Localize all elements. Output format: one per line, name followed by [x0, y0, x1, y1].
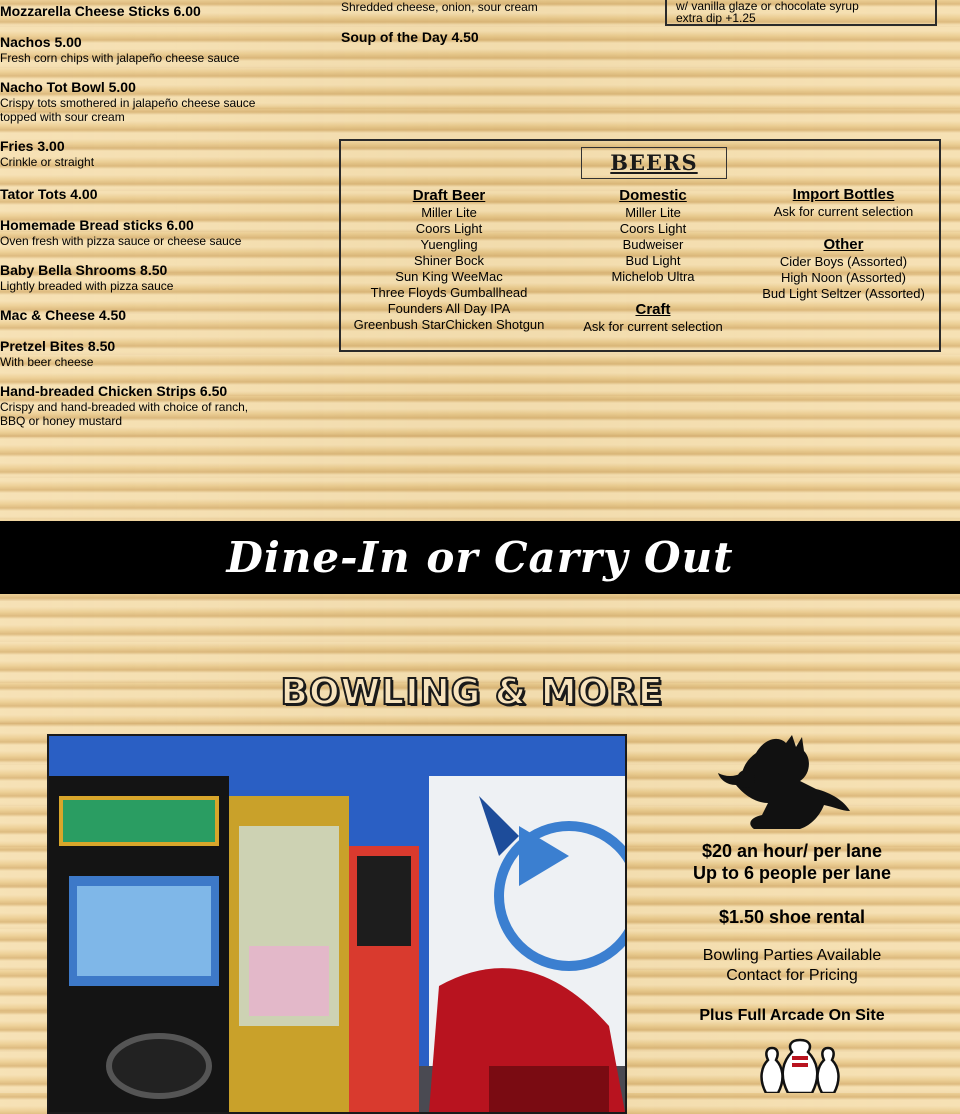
food-item-desc: Lightly breaded with pizza sauce: [0, 279, 174, 293]
domestic-heading: Domestic: [619, 187, 687, 204]
food-item: [0, 338, 270, 369]
food-item-title: Tator Tots 4.00: [0, 186, 98, 202]
import-heading: Import Bottles: [792, 186, 895, 203]
beer-item: Coors Light: [415, 221, 483, 236]
food-item-title: Baby Bella Shrooms 8.50: [0, 262, 168, 278]
arcade-illustration: [49, 736, 625, 1112]
soup-of-the-day: Soup of the Day 4.50: [341, 29, 479, 45]
beer-item: Miller Lite: [421, 205, 477, 220]
arcade-photo: [47, 734, 627, 1114]
contact-pricing-text: Contact for Pricing: [726, 967, 858, 984]
food-item: [0, 186, 270, 203]
beer-item: High Noon (Assorted): [781, 270, 906, 285]
beer-item: Shiner Bock: [413, 253, 485, 268]
bowling-info: [660, 840, 924, 1026]
other-heading: Other: [823, 236, 864, 253]
draft-beer-heading: Draft Beer: [412, 187, 486, 204]
food-item: [0, 34, 270, 65]
food-item: [0, 3, 270, 20]
beer-item: Sun King WeeMac: [395, 269, 503, 284]
food-item: [0, 383, 270, 428]
dessert-extra: extra dip +1.25: [676, 11, 756, 25]
beer-item: Miller Lite: [625, 205, 681, 220]
beer-item: Greenbush StarChicken Shotgun: [353, 317, 545, 332]
beers-menu: [339, 139, 941, 352]
food-item: [0, 79, 270, 124]
food-item-title: Pretzel Bites 8.50: [0, 338, 116, 354]
beer-item: Ask for current selection: [583, 319, 723, 334]
beer-item: Ask for current selection: [773, 204, 914, 219]
beers-title: BEERS: [610, 150, 698, 175]
beer-item: Founders All Day IPA: [387, 301, 511, 316]
food-item-desc: Crinkle or straight: [0, 155, 95, 169]
food-item-desc: Crispy tots smothered in jalapeño cheese sauce: [0, 96, 256, 110]
draft-beer-column: [349, 187, 549, 333]
beer-item: Cider Boys (Assorted): [779, 254, 908, 269]
shoe-rental-price: $1.50 shoe rental: [718, 907, 866, 927]
menu-item-desc: Shredded cheese, onion, sour cream: [341, 0, 538, 14]
food-item-title: Homemade Bread sticks 6.00: [0, 217, 194, 233]
beer-item: Bud Light: [625, 253, 681, 268]
dine-in-banner: [0, 521, 960, 594]
dessert-box: [665, 0, 937, 26]
dessert-desc: w/ vanilla glaze or chocolate syrup: [676, 0, 859, 13]
lane-capacity: Up to 6 people per lane: [692, 863, 892, 883]
food-item-desc: With beer cheese: [0, 355, 94, 369]
food-item: [0, 307, 270, 324]
food-item: [0, 262, 270, 293]
bowling-pins-icon: [748, 1038, 852, 1093]
beers-title-box: [581, 147, 727, 179]
food-item-title: Hand-breaded Chicken Strips 6.50: [0, 383, 228, 399]
beer-item: Yuengling: [420, 237, 478, 252]
food-item-desc: Crispy and hand-breaded with choice of ranch,: [0, 400, 249, 414]
food-item: [0, 217, 270, 248]
import-beer-column: [751, 186, 936, 302]
food-item-title: Nachos 5.00: [0, 34, 82, 50]
craft-heading: Craft: [635, 301, 671, 318]
beer-item: Budweiser: [622, 237, 684, 252]
beer-item: Michelob Ultra: [611, 269, 695, 284]
bowling-cat-icon: [716, 733, 852, 833]
food-item-title: Nacho Tot Bowl 5.00: [0, 79, 136, 95]
domestic-beer-column: [563, 187, 743, 335]
beer-item: Bud Light Seltzer (Assorted): [762, 286, 925, 301]
bowling-section-title: BOWLING & MORE: [280, 672, 664, 713]
lane-price: $20 an hour/ per lane: [701, 841, 883, 861]
beer-item: Coors Light: [619, 221, 687, 236]
food-item-desc: Fresh corn chips with jalapeño cheese sauce: [0, 51, 240, 65]
food-item-desc: Oven fresh with pizza sauce or cheese sauce: [0, 234, 242, 248]
food-item-title: Mac & Cheese 4.50: [0, 307, 127, 323]
arcade-text: Plus Full Arcade On Site: [699, 1007, 885, 1024]
banner-text: Dine-In or Carry Out: [226, 533, 734, 582]
food-item-title: Fries 3.00: [0, 138, 65, 154]
beer-item: Three Floyds Gumballhead: [370, 285, 528, 300]
food-item-desc: topped with sour cream: [0, 110, 125, 124]
food-item: [0, 138, 270, 169]
food-item-desc: BBQ or honey mustard: [0, 414, 123, 428]
food-item-title: Mozzarella Cheese Sticks 6.00: [0, 3, 201, 19]
bowling-parties-text: Bowling Parties Available: [702, 947, 882, 964]
